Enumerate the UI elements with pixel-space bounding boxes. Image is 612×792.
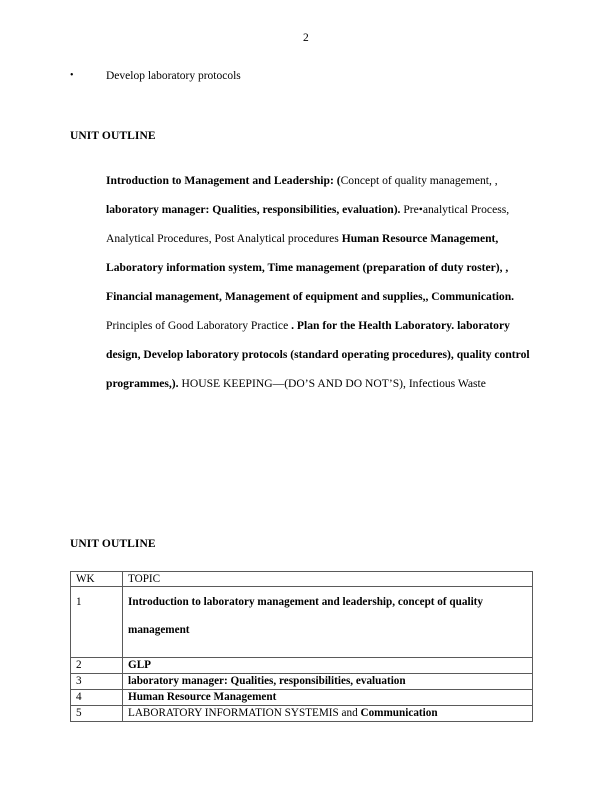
- table-cell-wk: 2: [71, 658, 123, 674]
- bullet-list: [70, 68, 532, 84]
- bullet-icon: •: [70, 70, 74, 81]
- table-cell-topic: LABORATORY INFORMATION SYSTEMIS and Communication: [123, 706, 533, 722]
- table-cell-topic: Introduction to laboratory management and leadership, concept of quality management: [123, 587, 533, 658]
- page-number: 2: [303, 32, 309, 44]
- table-header-row: [71, 572, 533, 587]
- section-heading-unit-outline-table: UNIT OUTLINE: [70, 538, 156, 550]
- list-item-label: Develop laboratory protocols: [106, 70, 241, 82]
- table-body: [71, 587, 533, 722]
- section-heading-unit-outline-top: UNIT OUTLINE: [70, 130, 156, 142]
- table-cell-topic: GLP: [123, 658, 533, 674]
- table-cell-topic: Human Resource Management: [123, 690, 533, 706]
- unit-outline-paragraph: Introduction to Management and Leadership: (Concept of quality management, , laboratory manager: Qualities, responsibilities, evaluation). Pre•analytical Process, Analytical Procedures, Post Analytical procedures Human Resource Management, Laboratory information system, Time management (preparation of duty roster), , Financial management, Management of equipment and supplies,, Communication. Principles of Good Laboratory Practice . Plan for the Health Laboratory. laboratory design, Develop laboratory protocols (standard operating procedures), quality control programmes,). HOUSE KEEPING—(DO’S AND DO NOT’S), Infectious Waste: [106, 174, 530, 390]
- table-cell-wk: 5: [71, 706, 123, 722]
- table-row: [71, 587, 533, 658]
- table-cell-wk: 3: [71, 674, 123, 690]
- table-cell-topic: laboratory manager: Qualities, responsibilities, evaluation: [123, 674, 533, 690]
- table-row: [71, 690, 533, 706]
- table-cell-wk: 4: [71, 690, 123, 706]
- table-row: [71, 674, 533, 690]
- column-header-wk: WK: [71, 572, 123, 587]
- table-cell-wk: 1: [71, 587, 123, 658]
- unit-outline-table: [70, 571, 533, 722]
- table-row: [71, 658, 533, 674]
- column-header-topic: TOPIC: [123, 572, 533, 587]
- table-row: [71, 706, 533, 722]
- list-item: [70, 68, 532, 84]
